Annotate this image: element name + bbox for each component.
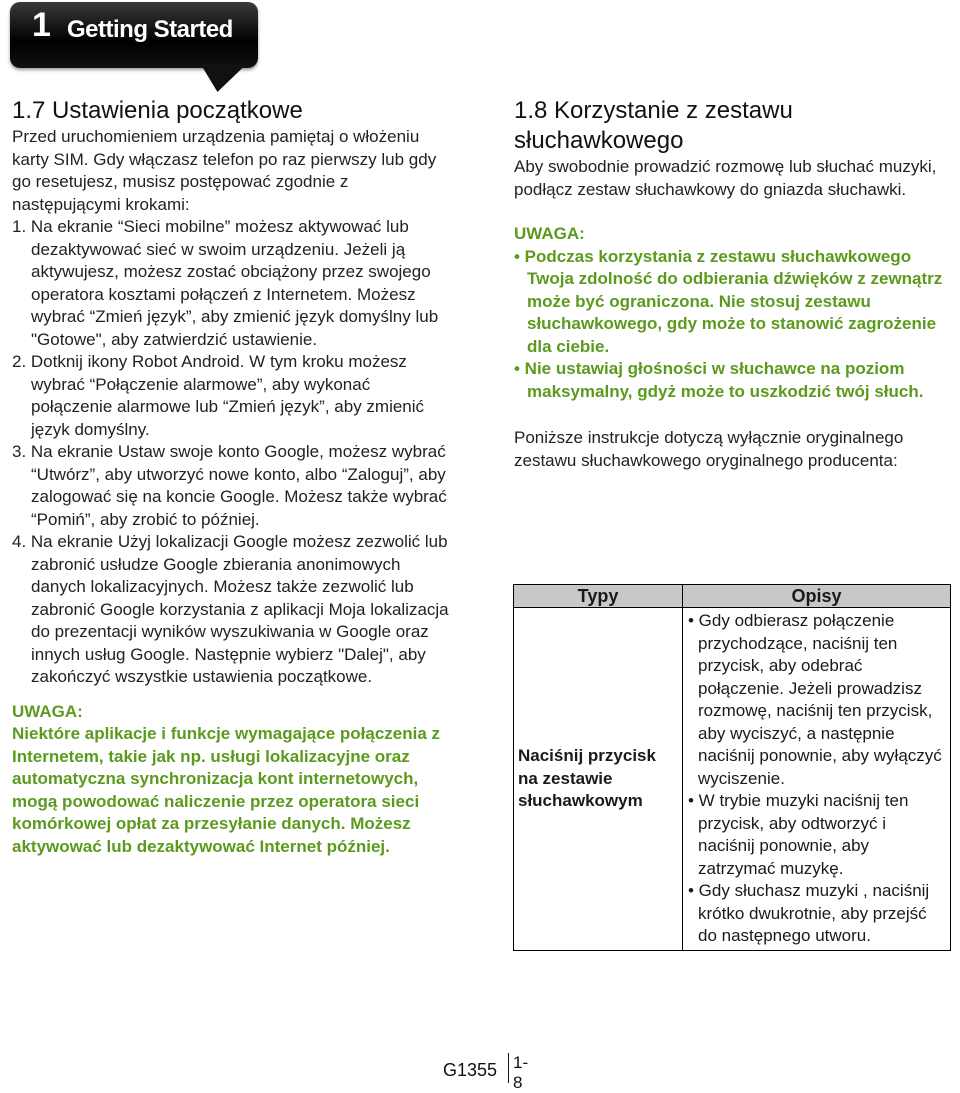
right-column xyxy=(514,96,950,472)
chapter-title: Getting Started xyxy=(67,16,233,43)
headset-note-heading: UWAGA: xyxy=(514,224,585,243)
table-cell-type: Naciśnij przycisk na zestawie słuchawkowym xyxy=(514,608,683,951)
headset-button-table xyxy=(513,584,951,951)
step-4: 4. Na ekranie Użyj lokalizacji Google możesz zezwolić lub zabronić usłudze Google zbierania anonimowych danych lokalizacyjnych. Możesz także zezwolić lub zabronić Google korzystania z aplikacji Moja lokalizacja do prezentacji wyników wyszukiwania w Google oraz innych usług Google. Następnie wybierz "Dalej", aby zakończyć wszystkie ustawienia początkowe. xyxy=(12,532,449,686)
step-1: 1. Na ekranie “Sieci mobilne” możesz aktywować lub dezaktywować sieć w swoim urządzeniu. Jeżeli ją aktywujesz, możesz zostać obciążony przez swojego operatora kosztami połączeń z Internetem. Możesz wybrać “Zmień język”, aby zmienić język domyślny lub "Gotowe", aby zatwierdzić ustawienie. xyxy=(12,217,439,349)
page-number: 1-8 xyxy=(513,1053,529,1092)
step-3: 3. Na ekranie Ustaw swoje konto Google, możesz wybrać “Utwórz”, aby utworzyć nowe konto, albo “Zaloguj”, aby zalogować się na koncie Google. Możesz także wybrać “Pomiń”, aby zrobić to później. xyxy=(12,442,447,529)
description-item-2: • W trybie muzyki naciśnij ten przycisk, aby odtworzyć i naciśnij ponownie, aby zatrzymać muzykę. xyxy=(688,791,909,878)
model-number: G1355 xyxy=(443,1060,498,1080)
table-cell-description xyxy=(683,608,951,951)
intro-paragraph: Przed uruchomieniem urządzenia pamiętaj o włożeniu karty SIM. Gdy włączasz telefon po raz pierwszy lub gdy go resetujesz, musisz postępować zgodnie z następującymi krokami: xyxy=(12,127,437,214)
section-heading-initial-settings: 1.7 Ustawienia początkowe xyxy=(12,97,303,124)
table-header-types: Typy xyxy=(514,585,683,608)
headset-intro: Aby swobodnie prowadzić rozmowę lub słuchać muzyki, podłącz zestaw słuchawkowy do gniazda słuchawki. xyxy=(514,157,937,199)
badge-pointer xyxy=(191,64,246,92)
note-text: Niektóre aplikacje i funkcje wymagające połączenia z Internetem, takie jak np. usługi lokalizacyjne oraz automatyczna synchronizacja kont internetowych, mogą powodować naliczenie przez operatora sieci komórkowej opłat za przesyłanie danych. Możesz aktywować lub dezaktywować Internet później. xyxy=(12,724,441,856)
headset-instructions-intro: Poniższe instrukcje dotyczą wyłącznie oryginalnego zestawu słuchawkowego oryginalnego producenta: xyxy=(514,428,904,470)
table-header-row xyxy=(514,585,951,608)
headset-note-bullet-2: • Nie ustawiaj głośności w słuchawce na poziom maksymalny, gdyż może to uszkodzić twój słuch. xyxy=(514,359,924,401)
table-row xyxy=(514,608,951,951)
chapter-number: 1 xyxy=(32,6,50,44)
description-item-1: • Gdy odbierasz połączenie przychodzące, naciśnij ten przycisk, aby odebrać połączenie. Jeżeli prowadzisz rozmowę, naciśnij ten przycisk, aby wyciszyć, a następnie naciśnij ponownie, aby wyłączyć wyciszenie. xyxy=(688,611,942,788)
section-heading-headset: 1.8 Korzystanie z zestawu słuchawkowego xyxy=(514,97,793,154)
headset-note-bullet-1: • Podczas korzystania z zestawu słuchawkowego Twoja zdolność do odbierania dźwięków z zewnątrz może być ograniczona. Nie stosuj zestawu słuchawkowego, gdy może to stanowić zagrożenie dla ciebie. xyxy=(514,246,943,356)
step-2: 2. Dotknij ikony Robot Android. W tym kroku możesz wybrać “Połączenie alarmowe”, aby wykonać połączenie alarmowe lub “Zmień język”, aby zmienić język domyślny. xyxy=(12,352,425,439)
footer-divider xyxy=(508,1053,509,1083)
chapter-badge xyxy=(10,2,258,68)
note-heading: UWAGA: xyxy=(12,701,83,721)
description-item-3: • Gdy słuchasz muzyki , naciśnij krótko dwukrotnie, aby przejść do następnego utworu. xyxy=(688,881,930,945)
table-header-descriptions: Opisy xyxy=(683,585,951,608)
left-column xyxy=(12,96,452,858)
